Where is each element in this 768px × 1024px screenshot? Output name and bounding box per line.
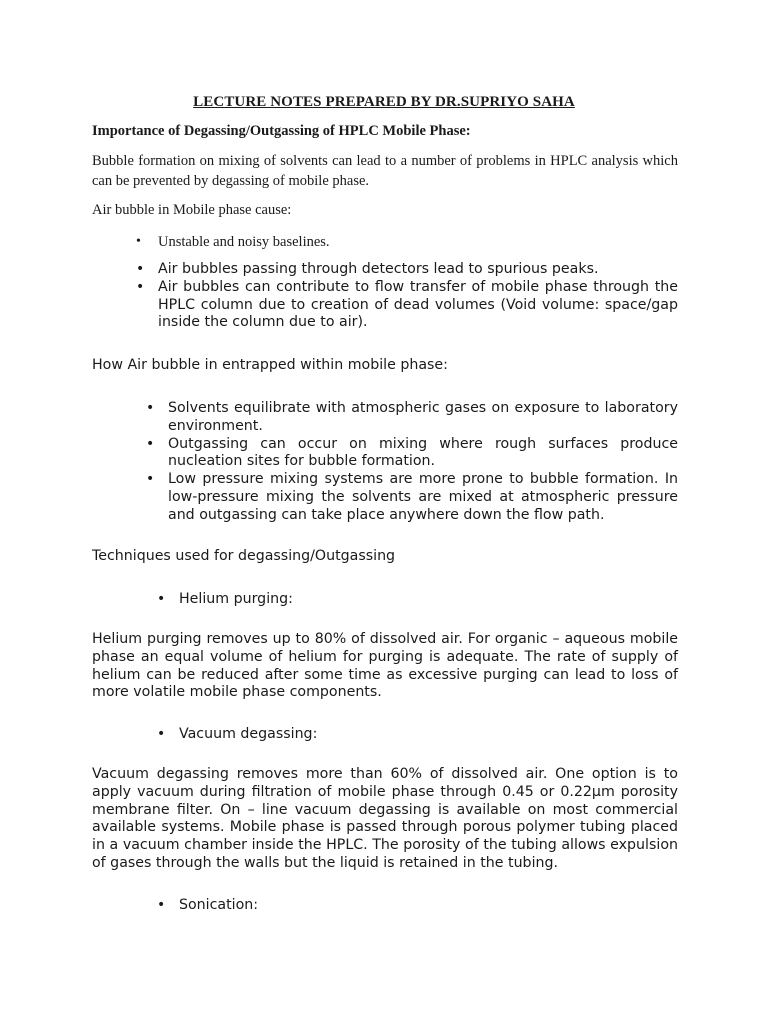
page-title: LECTURE NOTES PREPARED BY DR.SUPRIYO SAHA [193, 94, 575, 110]
sonication-bullet [157, 897, 579, 915]
intro-paragraph: Bubble formation on mixing of solvents can lead to a number of problems in HPLC analysis which can be prevented by degassing of mobile phase. [92, 153, 678, 189]
list-item-text: Sonication: [179, 897, 259, 913]
list-item [136, 261, 678, 279]
list-item-text: Low pressure mixing systems are more prone to bubble formation. In low-pressure mixing the solvents are mixed at atmospheric pressure and outgassing can take place anywhere down the flow path. [168, 471, 678, 523]
bullet-icon: • [146, 435, 155, 452]
list-item-text: Solvents equilibrate with atmospheric gases on exposure to laboratory environment. [168, 400, 678, 434]
bullet-icon: • [136, 234, 141, 249]
list-item [146, 400, 678, 436]
bullet-icon: • [136, 278, 145, 295]
bullet-icon: • [146, 471, 155, 488]
bullet-icon: • [146, 400, 155, 416]
list-item-text: Helium purging: [179, 591, 293, 607]
list-item-text: Air bubbles can contribute to flow transfer of mobile phase through the HPLC column due to creation of dead volumes (Void volume: space/gap inside the column due to air). [158, 278, 678, 331]
list-item-text: Outgassing can occur on mixing where rough surfaces produce nucleation sites for bubble formation. [168, 435, 678, 470]
vacuum-paragraph: Vacuum degassing removes more than 60% of dissolved air. One option is to apply vacuum during filtration of mobile phase through 0.45 or 0.22µm porosity membrane filter. On – line vacuum degassing is available on most commercial available systems. Mobile phase is passed through porous polymer tubing placed in a vacuum chamber inside the HPLC. The porosity of the tubing allows expulsion of gases through the walls but the liquid is retained in the tubing. [92, 766, 678, 871]
list-item [146, 471, 678, 524]
bullet-icon: • [157, 591, 166, 607]
helium-paragraph: Helium purging removes up to 80% of dissolved air. For organic – aqueous mobile phase an equal volume of helium for purging is adequate. The rate of supply of helium can be reduced after some time as excessive purging can lead to loss of more volatile mobile phase components. [92, 631, 678, 701]
entrapment-label: How Air bubble in entrapped within mobile phase: [92, 357, 448, 373]
list-item-text: Vacuum degassing: [179, 726, 318, 742]
list-item [136, 278, 678, 332]
list-item [146, 435, 678, 472]
list-item [157, 591, 579, 609]
causes-list [136, 232, 678, 332]
list-item [136, 232, 678, 252]
cause-label: Air bubble in Mobile phase cause: [92, 202, 292, 218]
bullet-icon: • [157, 726, 166, 742]
list-item [157, 726, 579, 744]
section-heading: Importance of Degassing/Outgassing of HPLC Mobile Phase: [92, 123, 471, 139]
list-item-text: Unstable and noisy baselines. [158, 234, 330, 250]
bullet-icon: • [157, 897, 166, 913]
helium-bullet [157, 591, 579, 609]
list-item [157, 897, 579, 915]
techniques-label: Techniques used for degassing/Outgassing [92, 548, 396, 564]
bullet-icon: • [136, 261, 145, 277]
list-item-text: Air bubbles passing through detectors lead to spurious peaks. [158, 261, 599, 277]
entrapment-list [146, 400, 678, 525]
vacuum-bullet [157, 726, 579, 744]
